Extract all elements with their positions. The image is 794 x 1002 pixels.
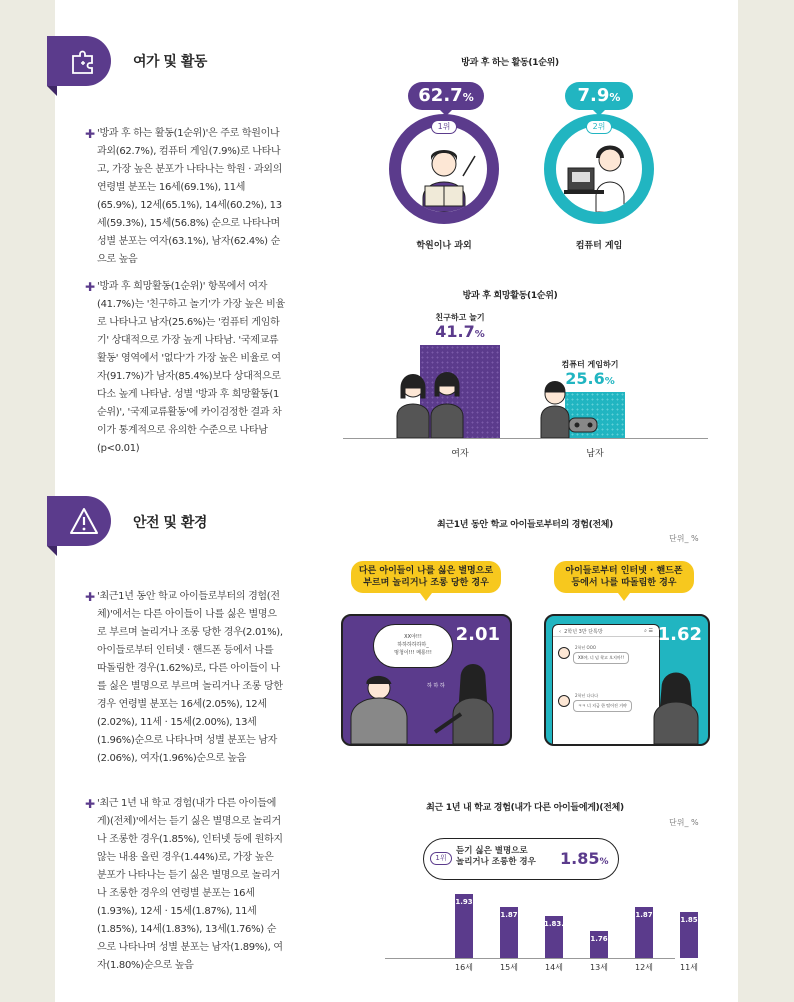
- laugh-text: 하 하 하: [427, 683, 445, 689]
- chart2-title: 방과 후 희망활동(1순위): [462, 291, 558, 301]
- chart4-unit: 단위_ %: [669, 818, 699, 827]
- page: [55, 0, 738, 1002]
- bar-value-label: 1.93: [455, 898, 473, 907]
- bar-value-label: 1.87: [500, 911, 518, 920]
- x-tick-label: 11세: [680, 963, 698, 972]
- girls-illustration: [383, 368, 483, 438]
- chart2-activity-1: 친구하고 놀기: [435, 313, 485, 322]
- plus-icon: ✚: [85, 797, 95, 811]
- x-tick-label: 12세: [635, 963, 653, 972]
- chart2-value-2: 25.6%: [565, 369, 615, 388]
- chart3-illustration-right: [544, 614, 710, 746]
- chart2-gender-1: 여자: [451, 449, 469, 459]
- chart2-baseline: [343, 438, 708, 439]
- section-badge-leisure: [47, 36, 111, 86]
- bar-value-label: 1.85: [680, 915, 698, 924]
- speech-bubble: XX야!!! 하하하하하하_ 멍청이!!! 메롱!!!: [373, 624, 453, 668]
- paragraph-peer-experience: ✚ '최근1년 동안 학교 아이들로부터의 경험(전체)'에서는 다른 아이들이 나를 싫은 별명으로 부르며 놀리거나 조롱 당한 경우(2.01%), 아이들로부터 인터넷 · 핸드폰 등에서 나를 따돌림한 경우(1.62%)로, 다른 아이들이 나를 싫은 별명으로 부르며 놀리거나 조롱 당한 경우 연령별 분포는 16세(2.05%), 12세(2.02%), 11세 · 15세(2.00%), 13세(1.96%)순으로 나타나며 성별 분포는 남자(2.06%), 여자(1.96%)순으로 높음: [85, 590, 283, 764]
- chat-message-2: ㅋㅋ 너 지금 한 떨어진 거야: [573, 700, 632, 712]
- x-tick-label: 16세: [455, 963, 473, 972]
- chart3-bubble-right: 아이들로부터 인터넷 · 핸드폰 등에서 나를 따돌림한 경우: [554, 561, 694, 593]
- chart1-rank-1: 1위: [431, 120, 457, 134]
- paragraph-after-school-activity: ✚ '방과 후 하는 활동(1순위)'은 주로 학원이나 과외(62.7%), 컴퓨터 게임(7.9%)로 나타나고, 가장 높은 분포가 나타나는 학원 · 과외의 연령별 분포는 16세(69.1%), 11세(65.9%), 12세(65.1%), 14세(60.2%), 13세(59.3%), 15세(56.8%) 순으로 나타나며 성별 분포는 여자(63.1%), 남자(62.4%) 순으로 높음: [85, 127, 283, 265]
- paragraph-own-behavior: ✚ '최근 1년 내 학교 경험(내가 다른 아이들에게)(전체)'에서는 듣기 싫은 별명으로 놀리거나 조롱한 경우(1.85%), 인터넷 등에 원하지 않는 내용 올린 경우(1.44%)로, 가장 높은 분포가 나타나는 듣기 싫은 별명으로 놀리거나 조롱한 경우의 연령별 분포는 16세(1.93%), 12세 · 15세(1.87%), 11세(1.85%), 14세(1.83%), 13세(1.76%) 순으로 나타나며 성별 분포는 남자(1.89%), 여자(1.80%)순으로 높음: [85, 797, 283, 971]
- bar-value-label: 1.83.: [544, 919, 564, 928]
- chart4-plot: [385, 890, 698, 958]
- chat-name-2: 2학년 다다다: [575, 693, 599, 698]
- puzzle-icon: [69, 46, 99, 76]
- girl-sad-icon: [648, 664, 708, 744]
- chart1-value-pill-2: 7.9%: [565, 82, 633, 110]
- bullying-scene-icon: [343, 664, 512, 744]
- chat-avatar: [558, 695, 570, 707]
- chat-message-1: XX야, 너 넘 착고 오지마!!: [573, 652, 629, 664]
- boy-gamepad-illustration: [533, 378, 613, 438]
- chart4-baseline: [385, 958, 675, 959]
- chart3-value-left: 2.01: [455, 624, 500, 645]
- chart3-bubble-left: 다른 아이들이 나를 싫은 별명으로 부르며 놀리거나 조롱 당한 경우: [351, 561, 501, 593]
- chart4-title: 최근 1년 내 학교 경험(내가 다른 아이들에게)(전체): [426, 803, 624, 813]
- chart1-title: 방과 후 하는 활동(1순위): [461, 58, 559, 68]
- section-title-safety: 안전 및 환경: [133, 515, 207, 531]
- x-tick-label: 14세: [545, 963, 563, 972]
- section-title-leisure: 여가 및 활동: [133, 54, 207, 70]
- chart4-callout-value: 1.85%: [560, 849, 609, 868]
- chart1-value-pill-1: 62.7%: [408, 82, 484, 110]
- plus-icon: ✚: [85, 127, 95, 141]
- chat-avatar: [558, 647, 570, 659]
- bar-value-label: 1.87: [635, 911, 653, 920]
- phone-screen: [552, 624, 660, 746]
- plus-icon: ✚: [85, 280, 95, 294]
- chart3-unit: 단위_ %: [669, 534, 699, 543]
- student-reading-icon: [401, 126, 487, 212]
- warning-icon: [69, 507, 99, 535]
- student-computer-icon: [556, 126, 642, 212]
- chart4-callout-rank: 1위: [430, 852, 452, 865]
- x-tick-label: 15세: [500, 963, 518, 972]
- phone-header: ‹ 2학년 3반 단톡방 ⌕ ☰: [553, 625, 659, 637]
- bar-value-label: 1.76: [590, 935, 608, 944]
- chart4-callout: [423, 838, 619, 880]
- paragraph-hope-activity: ✚ '방과 후 희망활동(1순위)' 항목에서 여자(41.7%)는 '친구하고 놀기'가 가장 높은 비율로 나타나고 남자(25.6%)는 '컴퓨터 게임하기' 상대적으로 가장 높게 나타남. '국제교류활동' 영역에서 '없다'가 가장 높은 비율로 여자(91.7%)가 남자(85.4%)보다 상대적으로 다소 높게 나타남. 성별 '방과 후 희망활동(1순위)', '국제교류활동'에 카이검정한 결과 차이가 통계적으로 유의한 수준으로 나타남(p<0.01): [85, 280, 285, 454]
- plus-icon: ✚: [85, 590, 95, 604]
- chart2-activity-2: 컴퓨터 게임하기: [561, 360, 619, 369]
- chart4-callout-label: 듣기 싫은 별명으로 놀리거나 조롱한 경우: [456, 846, 536, 867]
- x-tick-label: 13세: [590, 963, 608, 972]
- chart3-title: 최근1년 동안 학교 아이들로부터의 경험(전체): [436, 520, 613, 530]
- chart3-illustration-left: [341, 614, 512, 746]
- chart1-rank-2: 2위: [586, 120, 612, 134]
- chart3-value-right: 1.62: [657, 624, 702, 645]
- chart4-x-axis: [385, 962, 698, 974]
- chart2-gender-2: 남자: [586, 449, 604, 459]
- chat-name-1: 2학년 OOO: [575, 645, 596, 650]
- section-badge-safety: [47, 496, 111, 546]
- chart1-label-1: 학원이나 과외: [416, 241, 472, 251]
- chart1-label-2: 컴퓨터 게임: [575, 241, 623, 251]
- chart2-value-1: 41.7%: [435, 322, 485, 341]
